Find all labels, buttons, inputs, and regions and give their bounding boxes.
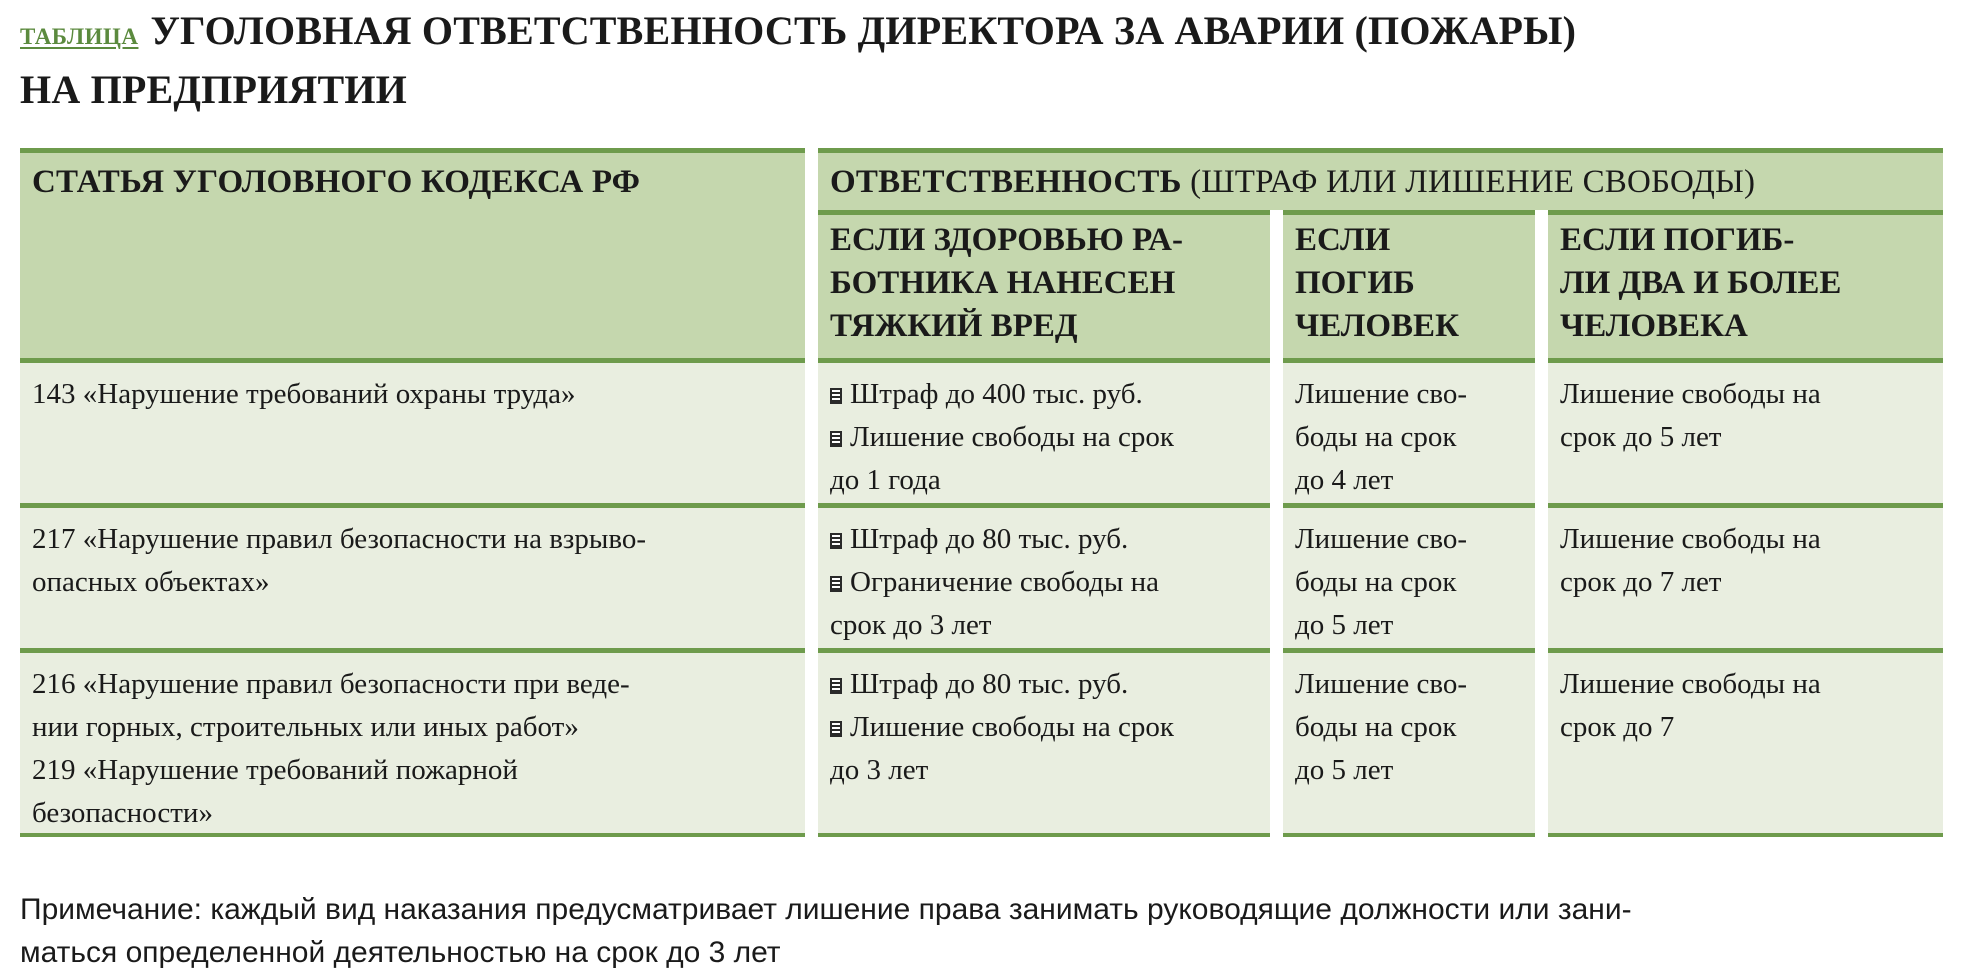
col-header-article [20, 148, 805, 358]
subheader-two-deaths [1548, 210, 1943, 358]
penalty-line: боды на срок [1295, 711, 1457, 743]
footnote-line-2: маться определенной деятельностью на срок до 3 лет [20, 936, 781, 969]
title-line-1: УГОЛОВНАЯ ОТВЕТСТВЕННОСТЬ ДИРЕКТОРА ЗА АВАРИИ (ПОЖАРЫ) [150, 8, 1577, 53]
table-row-216-219-two-deaths [1548, 648, 1943, 833]
penalty-line: Лишение свободы на [1560, 523, 1821, 555]
subheader-two-deaths-line: ЧЕЛОВЕКА [1560, 308, 1748, 344]
table-bottom-rule [20, 833, 805, 837]
penalty-item: Штраф до 80 тыс. руб. [830, 518, 1258, 561]
table-bottom-rule [1283, 833, 1535, 837]
subheader-harm-line: ЕСЛИ ЗДОРОВЬЮ РА- [830, 222, 1183, 258]
penalty-item: Штраф до 80 тыс. руб. [830, 663, 1258, 706]
article-text: 216 «Нарушение правил безопасности при веде- [32, 668, 630, 700]
article-text: 219 «Нарушение требований пожарной [32, 754, 518, 786]
penalty-line: до 4 лет [1295, 464, 1394, 496]
table-row-216-219-article [20, 648, 805, 833]
penalty-line: до 5 лет [1295, 609, 1394, 641]
penalty-line: боды на срок [1295, 421, 1457, 453]
table-row-143-harm [818, 358, 1270, 503]
article-text: безопасности» [32, 797, 213, 829]
penalty-line: Лишение сво- [1295, 523, 1468, 555]
subheader-one-death-line: ЧЕЛОВЕК [1295, 308, 1460, 344]
table-row-143-one-death [1283, 358, 1535, 503]
penalty-item: Лишение свободы на срок [830, 706, 1258, 749]
table-row-143-article [20, 358, 805, 503]
table-row-217-harm [818, 503, 1270, 648]
penalty-item: Штраф до 400 тыс. руб. [830, 373, 1258, 416]
subheader-one-death-line: ПОГИБ [1295, 265, 1415, 301]
title-line-2: НА ПРЕДПРИЯТИИ [20, 67, 407, 112]
table-bottom-rule [818, 833, 1270, 837]
col-header-article-label: СТАТЬЯ УГОЛОВНОГО КОДЕКСА РФ [32, 164, 641, 200]
table-bottom-rule [1548, 833, 1943, 837]
article-text: 143 «Нарушение требований охраны труда» [32, 378, 576, 410]
table-title-block [20, 4, 1920, 116]
table-row-143-two-deaths [1548, 358, 1943, 503]
footnote-line-1: Примечание: каждый вид наказания предусматривает лишение права занимать руководящие должности или зани- [20, 893, 1632, 926]
subheader-two-deaths-line: ЕСЛИ ПОГИБ- [1560, 222, 1795, 258]
penalty-item-cont: до 3 лет [830, 754, 929, 786]
penalty-line: боды на срок [1295, 566, 1457, 598]
penalty-line: срок до 7 лет [1560, 566, 1722, 598]
penalty-line: Лишение сво- [1295, 378, 1468, 410]
table-row-216-219-one-death [1283, 648, 1535, 833]
table-row-216-219-harm [818, 648, 1270, 833]
subheader-one-death-line: ЕСЛИ [1295, 222, 1391, 258]
penalty-line: Лишение свободы на [1560, 378, 1821, 410]
penalty-line: срок до 5 лет [1560, 421, 1722, 453]
penalty-item: Ограничение свободы на [830, 561, 1258, 604]
penalty-line: Лишение свободы на [1560, 668, 1821, 700]
article-text: нии горных, строительных или иных работ» [32, 711, 579, 743]
subheader-two-deaths-line: ЛИ ДВА И БОЛЕЕ [1560, 265, 1842, 301]
col-header-responsibility [818, 148, 1943, 210]
table-tag: ТАБЛИЦА [20, 24, 139, 49]
penalty-line: Лишение сво- [1295, 668, 1468, 700]
col-header-responsibility-label [818, 153, 1943, 204]
subheader-harm-line: ТЯЖКИЙ ВРЕД [830, 308, 1078, 344]
penalty-item-cont: до 1 года [830, 464, 941, 496]
resp-header-plain: (ШТРАФ ИЛИ ЛИШЕНИЕ СВОБОДЫ) [1190, 164, 1756, 200]
table-row-217-two-deaths [1548, 503, 1943, 648]
resp-header-bold: ОТВЕТСТВЕННОСТЬ [830, 164, 1182, 200]
penalty-item-cont: срок до 3 лет [830, 609, 992, 641]
footnote [20, 888, 1920, 974]
subheader-harm [818, 210, 1270, 358]
penalty-item: Лишение свободы на срок [830, 416, 1258, 459]
penalty-line: срок до 7 [1560, 711, 1675, 743]
table-row-217-article [20, 503, 805, 648]
subheader-one-death [1283, 210, 1535, 358]
article-text: 217 «Нарушение правил безопасности на взрыво- [32, 523, 646, 555]
article-text: опасных объектах» [32, 566, 270, 598]
penalty-line: до 5 лет [1295, 754, 1394, 786]
page-title [20, 4, 1920, 63]
subheader-harm-line: БОТНИКА НАНЕСЕН [830, 265, 1176, 301]
table-row-217-one-death [1283, 503, 1535, 648]
